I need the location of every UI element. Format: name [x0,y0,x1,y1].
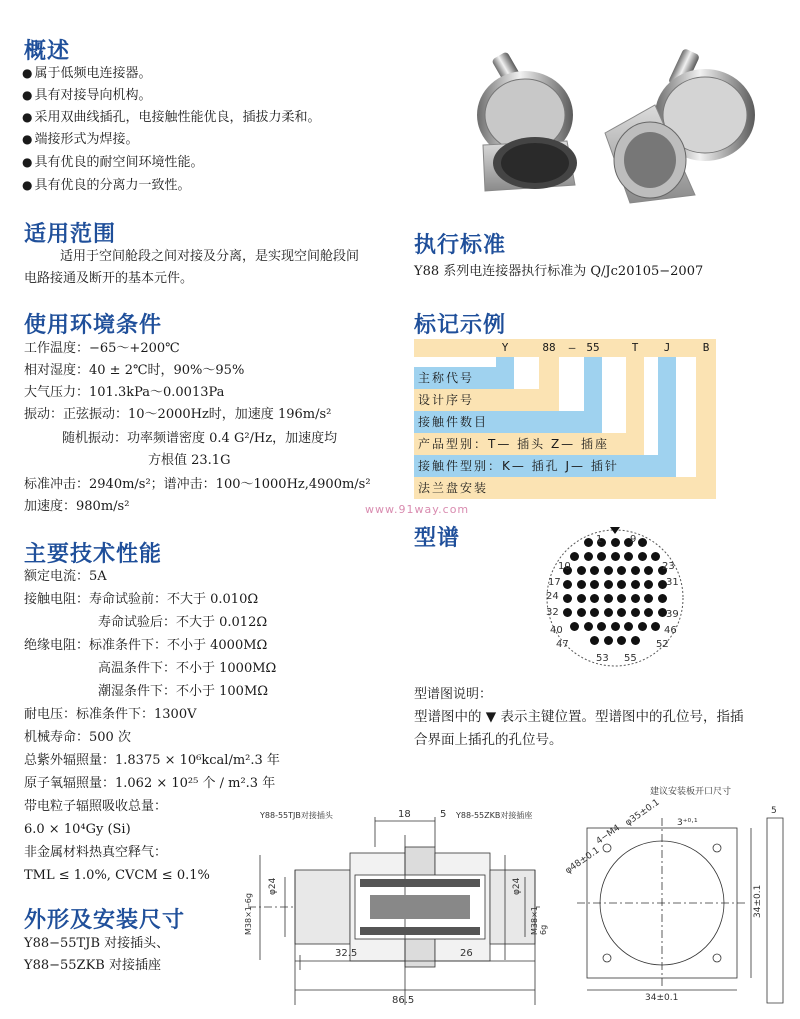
pin-number: 23 [662,561,675,572]
contact-hole [644,594,653,603]
contact-hole [577,608,586,617]
dim-label: 3⁺⁰·¹ [677,818,698,828]
environment-title: 使用环境条件 [24,313,163,338]
dim-label: φ48±0.1 [563,845,602,877]
dim-label: 34±0.1 [645,993,679,1003]
marking-label: 主称代号 [418,371,475,385]
overview-bullet: ● 属于低频电连接器。 [22,64,152,83]
dim-label: 建议安装板开口尺寸 [650,787,732,797]
scope-text-line2: 电路接通及断开的基本元件。 [24,271,194,286]
pin-number: 17 [548,577,561,588]
contact-hole [570,622,579,631]
spec-line: 接触电阻：寿命试验前：不大于 0.010Ω [24,592,259,607]
contact-hole [617,636,626,645]
pin-number: 31 [666,577,679,588]
overview-bullet: ● 采用双曲线插孔，电接触性能优良，插拔力柔和。 [22,108,321,127]
contact-hole [651,622,660,631]
contact-hole [604,608,613,617]
env-line: 方根值 23.1G [148,453,231,468]
watermark: www.91way.com [365,503,470,516]
contact-hole [611,622,620,631]
dim-label: 5 [771,806,777,816]
contact-hole [604,636,613,645]
dims-title: 外形及安装尺寸 [24,908,186,933]
contact-hole [611,552,620,561]
dim-label: M38×1-6g [530,903,548,935]
pin-number: 40 [550,625,563,636]
spec-line: 机械寿命：500 次 [24,730,131,745]
contact-hole [590,636,599,645]
env-line: 加速度：980m/s² [24,499,130,514]
pin-number: 52 [656,639,669,650]
contact-hole [631,566,640,575]
specs-title: 主要技术性能 [24,542,163,567]
overview-title: 概述 [24,39,71,64]
env-line: 随机振动：功率频谱密度 0.4 G²/Hz，加速度均 [62,431,338,446]
contact-hole [631,608,640,617]
contact-hole [617,566,626,575]
contact-hole [597,552,606,561]
dims-line1: Y88−55TJB 对接插头、 [24,936,170,951]
contact-hole [638,538,647,547]
assembly-drawing [240,795,550,1015]
contact-hole [631,580,640,589]
dim-label: 32.5 [335,948,358,959]
dim-label: M38×1-6g [244,893,253,935]
overview-bullet: ● 具有优良的耐空间环境性能。 [22,153,204,172]
pin-number: 55 [624,653,637,664]
marking-title: 标记示例 [414,313,507,338]
pattern-note-title: 型谱图说明： [414,687,493,702]
marking-label: 接触件型别：K— 插孔 J— 插针 [418,459,619,473]
pattern-note-line1: 型谱图中的 ▼ 表示主键位置。型谱图中的孔位号，指插 [414,709,744,725]
spec-line: TML ≤ 1.0%, CVCM ≤ 0.1% [24,868,210,883]
contact-hole [631,594,640,603]
contact-hole [611,538,620,547]
spec-line: 带电粒子辐照吸收总量： [24,799,168,814]
panel-cutout-drawing [555,778,795,1015]
contact-hole [597,622,606,631]
contact-hole [638,552,647,561]
spec-line: 寿命试验后：不大于 0.012Ω [98,615,268,630]
contact-hole [570,552,579,561]
spec-line: 高温条件下：不小于 1000MΩ [98,661,277,676]
pattern-title: 型谱 [414,526,461,551]
spec-line: 6.0 × 10⁴Gy (Si) [24,822,131,837]
env-line: 标准冲击：2940m/s²；谱冲击：100～1000Hz,4900m/s² [24,477,371,492]
env-line: 大气压力：101.3kPa～0.0013Pa [24,385,225,400]
spec-line: 绝缘电阻：标准条件下：不小于 4000MΩ [24,638,268,653]
pin-number: 46 [664,625,677,636]
code-series: Y [501,341,509,354]
spec-line: 耐电压：标准条件下：1300V [24,707,197,722]
contact-hole [577,566,586,575]
contact-hole [590,594,599,603]
contact-hole [563,608,572,617]
spec-line: 总紫外辐照量：1.8375 × 10⁶kcal/m².3 年 [24,753,280,768]
code-dash: — [568,341,576,354]
marking-label: 法兰盘安装 [418,481,489,495]
assembly-drawing-lines [240,795,550,1015]
contact-hole [644,580,653,589]
code-product-type: T [631,341,639,354]
pin-number: 32 [546,607,559,618]
overview-bullet: ● 具有优良的分离力一致性。 [22,176,191,195]
dim-label: 34±0.1 [753,884,763,918]
env-line: 工作温度：−65～+200℃ [24,341,180,356]
marking-diagram [414,339,716,508]
contact-hole [617,594,626,603]
contact-hole [577,580,586,589]
code-flange: B [702,341,710,354]
dims-line2: Y88−55ZKB 对接插座 [24,958,161,973]
contact-hole [638,622,647,631]
pin-number: 9 [630,534,637,545]
standard-text: Y88 系列电连接器执行标准为 Q/Jc20105−2007 [414,264,704,279]
dim-label: φ35±0.1 [623,797,662,829]
overview-bullet: ● 具有对接导向机构。 [22,86,152,105]
contact-hole [563,580,572,589]
contact-hole [584,622,593,631]
contact-hole [631,636,640,645]
contact-hole [590,580,599,589]
code-contact-type: J [663,341,671,354]
contact-hole [624,552,633,561]
contact-hole [617,608,626,617]
dim-label: 26 [460,948,473,959]
env-line: 振动：正弦振动：10～2000Hz时，加速度 196m/s² [24,407,332,422]
code-contacts: 55 [586,341,600,354]
contact-hole [584,552,593,561]
pin-number: 39 [666,609,679,620]
contact-hole [644,566,653,575]
pin-number: 10 [558,561,571,572]
contact-hole [658,594,667,603]
contact-hole [590,608,599,617]
scope-title: 适用范围 [24,222,117,247]
dim-label: Y88-55TJB对接插头 [260,811,333,820]
spec-line: 非金属材料热真空释气： [24,845,168,860]
marking-label: 设计序号 [418,393,475,407]
contact-hole [651,552,660,561]
marking-label: 接触件数目 [418,415,489,429]
pattern-note-line2: 合界面上插孔的孔位号。 [414,732,563,748]
pin-number: 47 [556,639,569,650]
contact-hole [644,608,653,617]
connector-photo [455,45,785,205]
contact-hole [624,622,633,631]
pin-number: 1 [596,534,603,545]
overview-bullet: ● 端接形式为焊接。 [22,130,139,149]
contact-hole [604,566,613,575]
dim-label: 5 [440,809,447,820]
env-line: 相对湿度：40 ± 2℃时，90%～95% [24,363,245,378]
code-design: 88 [542,341,556,354]
contact-hole [584,538,593,547]
standard-title: 执行标准 [414,233,507,258]
dim-label: 86.5 [392,995,415,1006]
dim-label: 18 [398,809,411,820]
contact-hole [604,580,613,589]
dim-label: φ24 [268,877,278,895]
dim-label: Y88-55ZKB对接插座 [456,811,533,820]
spec-line: 潮湿条件下：不小于 100MΩ [98,684,269,699]
dim-label: 4−M4 [594,823,623,847]
contact-hole [590,566,599,575]
contact-hole [604,594,613,603]
pin-number: 24 [546,591,559,602]
marking-label: 产品型别：T— 插头 Z— 插座 [418,437,609,451]
contact-hole [577,594,586,603]
contact-hole [563,594,572,603]
contact-hole [617,580,626,589]
pin-pattern-diagram [540,525,690,673]
spec-line: 额定电流：5A [24,569,107,584]
pin-number: 53 [596,653,609,664]
spec-line: 原子氧辐照量：1.062 × 10²⁵ 个 / m².3 年 [24,776,276,791]
scope-text-line1: 适用于空间舱段之间对接及分离，是实现空间舱段间 [60,249,360,264]
dim-label: φ24 [512,877,522,895]
